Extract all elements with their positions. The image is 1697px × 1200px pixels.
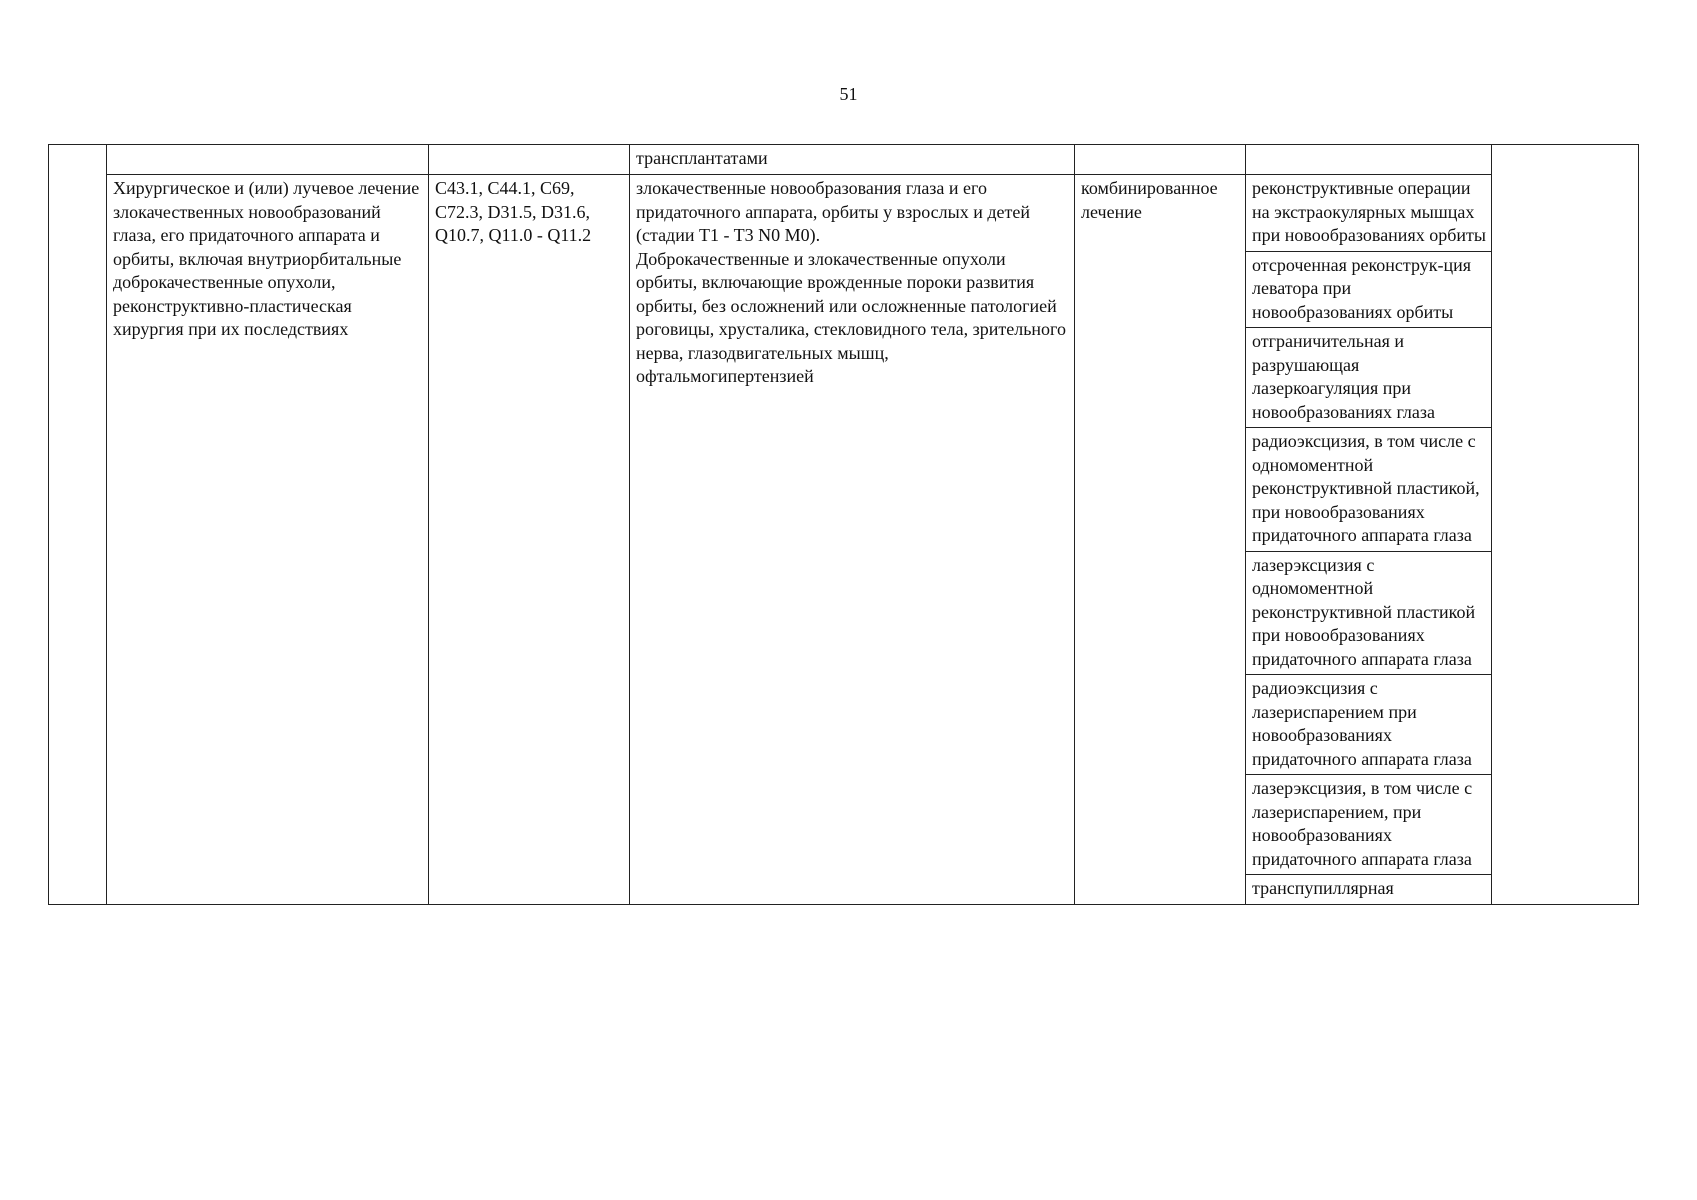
procedure-cell: лазерэксцизия с одномоментной реконструктивной пластикой при новообразованиях придаточного аппарата глаза [1246, 551, 1492, 675]
table-row [49, 175, 1639, 252]
group-name-cell: Хирургическое и (или) лучевое лечение злокачественных новообразований глаза, его придаточного аппарата и орбиты, включая внутриорбитальные доброкачественные опухоли, реконструктивно-пластическая хирургия при их последствиях [107, 175, 429, 905]
procedure-cell: радиоэксцизия с лазериспарением при новообразованиях придаточного аппарата глаза [1246, 675, 1492, 775]
procedure-cell: лазерэксцизия, в том числе с лазериспарением, при новообразованиях придаточного аппарата глаза [1246, 775, 1492, 875]
norm-cell [1492, 145, 1639, 905]
continuation-model-cell: трансплантатами [630, 145, 1075, 175]
patient-model-cell: злокачественные новообразования глаза и его придаточного аппарата, орбиты у взрослых и детей (стадии T1 - T3 N0 M0). Доброкачественные и злокачественные опухоли орбиты, включающие врожденные пороки развития орбиты, без осложнений или осложненные патологией роговицы, хрусталика, стекловидного тела, зрительного нерва, глазодвигательных мышц, офтальмогипертензией [630, 175, 1075, 905]
continuation-row [49, 145, 1639, 175]
procedure-cell: транспупиллярная [1246, 875, 1492, 905]
empty-treatment-cell [1075, 145, 1246, 175]
procedure-cell: отграничительная и разрушающая лазеркоагуляция при новообразованиях глаза [1246, 328, 1492, 428]
procedure-cell: реконструктивные операции на экстраокулярных мышцах при новообразованиях орбиты [1246, 175, 1492, 252]
empty-procedure-cell [1246, 145, 1492, 175]
treatment-type-cell: комбинированное лечение [1075, 175, 1246, 905]
procedure-cell: отсроченная реконструк-ция леватора при новообразованиях орбиты [1246, 251, 1492, 328]
procedure-cell: радиоэксцизия, в том числе с одномоментной реконструктивной пластикой, при новообразованиях придаточного аппарата глаза [1246, 428, 1492, 552]
empty-name-cell [107, 145, 429, 175]
page-number: 51 [839, 84, 858, 104]
number-cell [49, 145, 107, 905]
diagnosis-codes-cell: C43.1, C44.1, C69, C72.3, D31.5, D31.6, Q10.7, Q11.0 - Q11.2 [429, 175, 630, 905]
medical-care-table [48, 144, 1639, 905]
empty-codes-cell [429, 145, 630, 175]
